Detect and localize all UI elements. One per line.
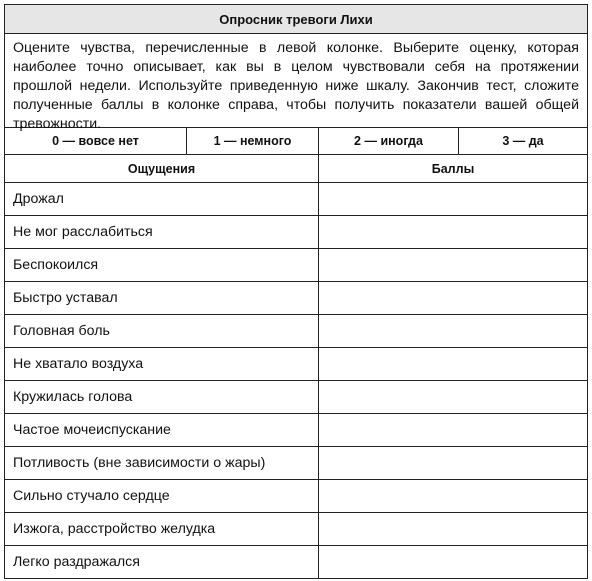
feelings-column-header: Ощущения (5, 155, 319, 182)
feeling-label: Дрожал (5, 183, 319, 215)
feeling-label: Не мог расслабиться (5, 216, 319, 248)
table-row (5, 216, 587, 249)
table-body (5, 183, 587, 578)
feeling-label: Беспокоился (5, 249, 319, 281)
scale-option-0: 0 — вовсе нет (5, 128, 187, 154)
table-row (5, 315, 587, 348)
questionnaire-table (4, 4, 588, 579)
scale-option-1: 1 — немного (187, 128, 319, 154)
scale-option-2: 2 — иногда (319, 128, 459, 154)
score-cell[interactable] (319, 282, 587, 314)
table-title: Опросник тревоги Лихи (5, 5, 587, 34)
feeling-label: Частое мочеиспускание (5, 414, 319, 446)
feeling-label: Потливость (вне зависимости о жары) (5, 447, 319, 479)
score-cell[interactable] (319, 513, 587, 545)
table-row (5, 546, 587, 578)
table-header (5, 155, 587, 183)
score-cell[interactable] (319, 480, 587, 512)
score-cell[interactable] (319, 249, 587, 281)
feeling-label: Кружилась голова (5, 381, 319, 413)
feeling-label: Головная боль (5, 315, 319, 347)
score-cell[interactable] (319, 315, 587, 347)
table-row (5, 513, 587, 546)
rating-scale (5, 128, 587, 155)
instructions-text: Оцените чувства, перечисленные в левой колонке. Выберите оценку, которая наиболее точно описывает, как вы в целом чувствовали себя на протяжении прошлой недели. Используйте приведенную ниже шкалу. Закончив тест, сложите полученные баллы в колонке справа, чтобы получить показатели вашей общей тревожности. (5, 34, 587, 128)
feeling-label: Не хватало воздуха (5, 348, 319, 380)
feeling-label: Быстро уставал (5, 282, 319, 314)
table-row (5, 480, 587, 513)
feeling-label: Легко раздражался (5, 546, 319, 578)
table-row (5, 249, 587, 282)
scale-option-3: 3 — да (502, 134, 544, 148)
table-row (5, 447, 587, 480)
score-cell[interactable] (319, 348, 587, 380)
feeling-label: Изжога, расстройство желудка (5, 513, 319, 545)
table-row (5, 414, 587, 447)
table-row (5, 348, 587, 381)
table-row (5, 183, 587, 216)
score-column-header: Баллы (431, 161, 475, 176)
table-row (5, 381, 587, 414)
score-cell[interactable] (319, 414, 587, 446)
score-cell[interactable] (319, 381, 587, 413)
score-cell[interactable] (319, 183, 587, 215)
score-cell[interactable] (319, 546, 587, 578)
score-cell[interactable] (319, 216, 587, 248)
score-cell[interactable] (319, 447, 587, 479)
feeling-label: Сильно стучало сердце (5, 480, 319, 512)
table-row (5, 282, 587, 315)
